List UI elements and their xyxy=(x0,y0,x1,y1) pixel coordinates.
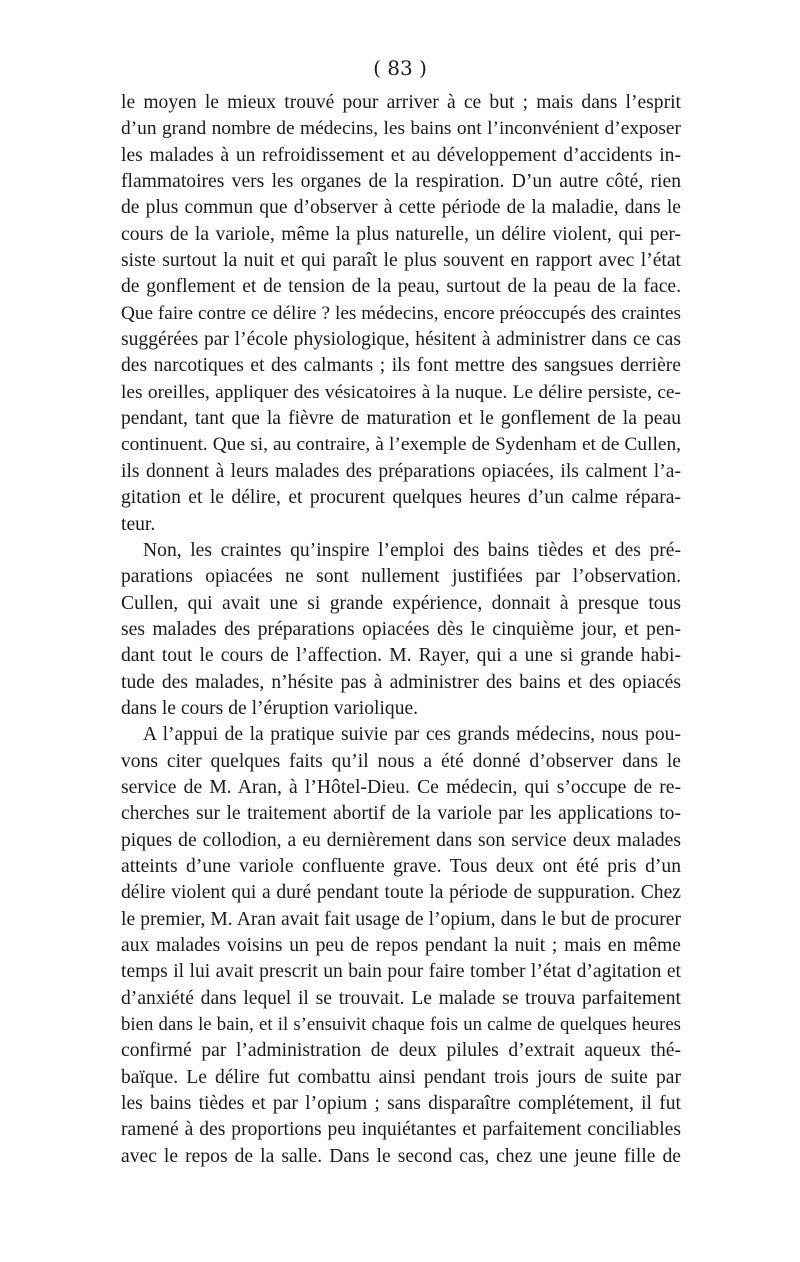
text-line: piques de collodion, a eu dernièrement dans son service deux malades xyxy=(121,829,681,851)
text-line: bien dans le bain, et il s’ensuivit chaque fois un calme de quelques heures xyxy=(121,1014,681,1036)
text-line: temps il lui avait prescrit un bain pour faire tomber l’état d’agitation et xyxy=(121,961,681,983)
text-line: dans le cours de l’éruption variolique. xyxy=(121,697,419,719)
text-line: Non, les craintes qu’inspire l’emploi des bains tièdes et des pré- xyxy=(143,539,681,561)
text-line: Que faire contre ce délire ? les médecins, encore préoccupés des craintes xyxy=(121,302,681,324)
text-line: les bains tièdes et par l’opium ; sans disparaître complétement, il fut xyxy=(121,1093,681,1115)
text-line: Cullen, qui avait une si grande expérience, donnait à presque tous xyxy=(121,592,681,614)
text-line: baïque. Le délire fut combattu ainsi pendant trois jours de suite par xyxy=(121,1066,681,1088)
text-line: délire violent qui a duré pendant toute la période de suppuration. Chez xyxy=(121,882,681,904)
text-line: flammatoires vers les organes de la respiration. D’un autre côté, rien xyxy=(121,171,681,193)
text-line: aux malades voisins un peu de repos pendant la nuit ; mais en même xyxy=(121,935,681,956)
text-line: le premier, M. Aran avait fait usage de l’opium, dans le but de procurer xyxy=(121,908,681,930)
text-line: ramené à des proportions peu inquiétantes et parfaitement conciliables xyxy=(121,1119,681,1141)
text-line: dant tout le cours de l’affection. M. Rayer, qui a une si grande habi- xyxy=(121,645,681,667)
text-line: avec le repos de la salle. Dans le second cas, chez une jeune fille de xyxy=(121,1145,681,1167)
page-number: ( 83 ) xyxy=(373,56,427,80)
text-line: d’un grand nombre de médecins, les bains ont l’inconvénient d’exposer xyxy=(121,118,681,140)
text-line: les malades à un refroidissement et au développement d’accidents in- xyxy=(121,144,681,166)
text-line: des narcotiques et des calmants ; ils font mettre des sangsues derrière xyxy=(121,355,681,377)
text-line: de plus commun que d’observer à cette période de la maladie, dans le xyxy=(121,197,681,219)
body-text xyxy=(121,90,681,1170)
text-line: service de M. Aran, à l’Hôtel-Dieu. Ce médecin, qui s’occupe de re- xyxy=(121,776,681,798)
text-line: suggérées par l’école physiologique, hésitent à administrer dans ce cas xyxy=(121,329,681,351)
text-line: le moyen le mieux trouvé pour arriver à ce but ; mais dans l’esprit xyxy=(121,92,681,113)
text-line: confirmé par l’administration de deux pilules d’extrait aqueux thé- xyxy=(121,1040,681,1062)
text-line: ils donnent à leurs malades des préparations opiacées, ils calment l’a- xyxy=(121,460,681,482)
text-line: tude des malades, n’hésite pas à administrer des bains et des opiacés xyxy=(121,671,681,693)
text-line: ses malades des préparations opiacées dès le cinquième jour, et pen- xyxy=(121,618,681,640)
text-line: de gonflement et de tension de la peau, surtout de la peau de la face. xyxy=(121,276,681,298)
text-line: parations opiacées ne sont nullement justifiées par l’observation. xyxy=(121,566,681,588)
text-line: vons citer quelques faits qu’il nous a été donné d’observer dans le xyxy=(121,750,681,772)
text-line: cours de la variole, même la plus naturelle, un délire violent, qui per- xyxy=(121,223,681,245)
text-line: pendant, tant que la fièvre de maturation et le gonflement de la peau xyxy=(121,408,681,430)
text-line: d’anxiété dans lequel il se trouvait. Le malade se trouva parfaitement xyxy=(121,987,681,1009)
text-line: les oreilles, appliquer des vésicatoires à la nuque. Le délire persiste, ce- xyxy=(121,381,681,403)
text-line: teur. xyxy=(121,513,156,535)
text-line: atteints d’une variole confluente grave. Tous deux ont été pris d’un xyxy=(121,855,681,877)
text-line: A l’appui de la pratique suivie par ces grands médecins, nous pou- xyxy=(143,724,681,746)
text-line: cherches sur le traitement abortif de la variole par les applications to- xyxy=(121,803,681,825)
text-line: continuent. Que si, au contraire, à l’exemple de Sydenham et de Cullen, xyxy=(121,434,681,456)
text-line: siste surtout la nuit et qui paraît le plus souvent en rapport avec l’état xyxy=(121,250,681,272)
text-line: gitation et le délire, et procurent quelques heures d’un calme répara- xyxy=(121,487,681,509)
